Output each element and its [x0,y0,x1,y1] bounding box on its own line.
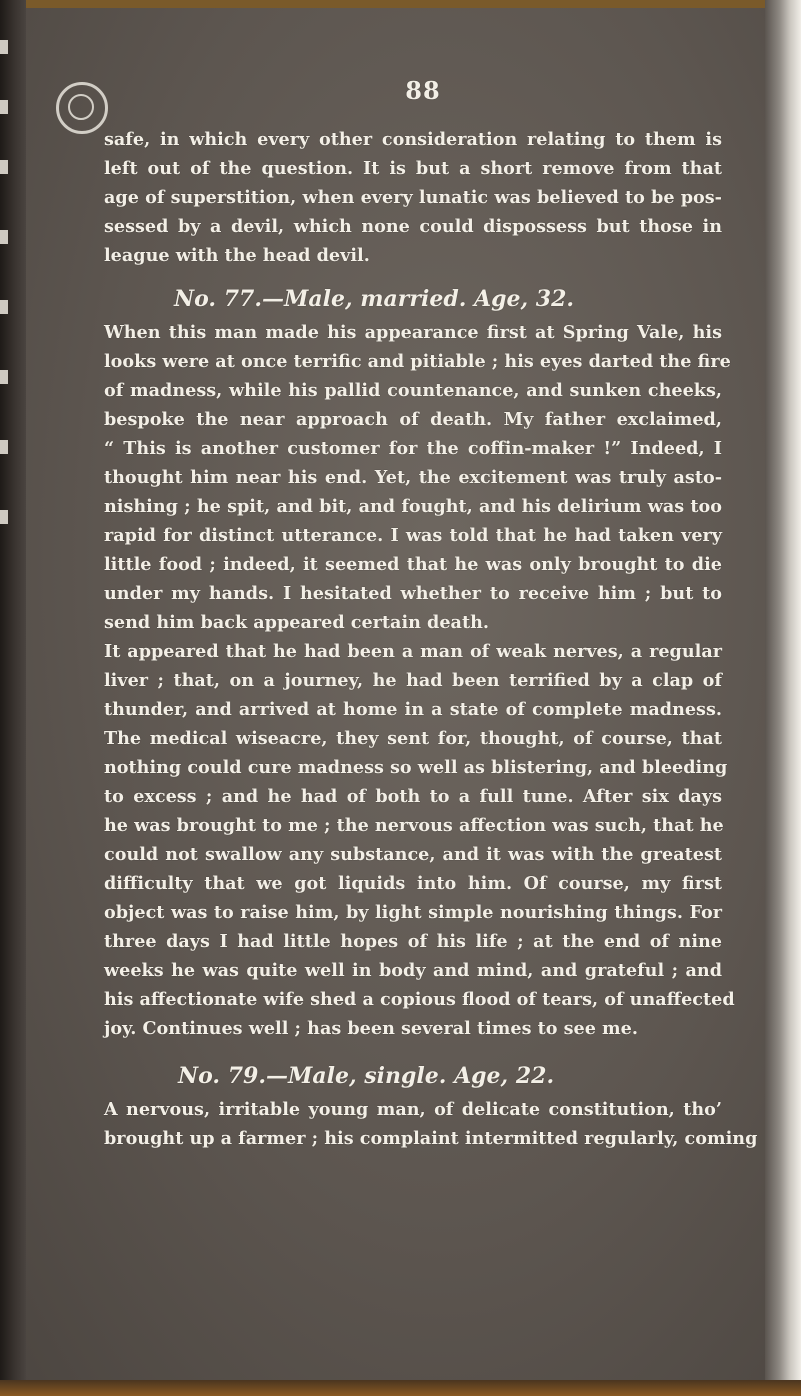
bottom-edge [0,1380,801,1396]
paragraph-intro [104,125,722,270]
text-line: left out of the question. It is but a short remove from that [104,158,722,179]
text-line: he was brought to me ; the nervous affection was such, that he [104,815,724,836]
edge-tab [0,300,8,314]
case-77-paragraph-2 [104,637,735,1043]
text-line: weeks he was quite well in body and mind, and grateful ; and [104,960,722,981]
text-line: three days I had little hopes of his life ; at the end of nine [104,931,722,952]
text-line: “ This is another customer for the coffin-maker !” Indeed, I [104,438,722,459]
page-number: 88 [405,76,441,105]
text-line: nishing ; he spit, and bit, and fought, and his delirium was too [104,496,722,517]
text-line: joy. Continues well ; has been several times to see me. [104,1018,638,1039]
text-line: league with the head devil. [104,245,370,266]
text-line: safe, in which every other consideration relating to them is [104,129,722,150]
text-line: brought up a farmer ; his complaint intermitted regularly, coming [104,1128,758,1149]
text-line: bespoke the near approach of death. My father exclaimed, [104,409,722,430]
text-line: difficulty that we got liquids into him. Of course, my first [104,873,722,894]
text-line: his affectionate wife shed a copious flood of tears, of unaffected [104,989,735,1010]
edge-tab [0,370,8,384]
edge-tab [0,40,8,54]
edge-tab [0,230,8,244]
edge-tab [0,510,8,524]
text-line: liver ; that, on a journey, he had been terrified by a clap of [104,670,722,691]
book-spine-edge [0,0,26,1396]
text-line: nothing could cure madness so well as blistering, and bleeding [104,757,728,778]
text-line: age of superstition, when every lunatic was believed to be pos- [104,187,722,208]
text-line: could not swallow any substance, and it was with the greatest [104,844,722,865]
text-line: A nervous, irritable young man, of delicate constitution, tho’ [104,1099,722,1120]
text-line: rapid for distinct utterance. I was told that he had taken very [104,525,722,546]
text-line: little food ; indeed, it seemed that he was only brought to die [104,554,722,575]
page-right-edge [765,0,801,1396]
library-stamp-icon [56,82,108,134]
case-77-paragraph-1 [104,318,731,637]
text-line: When this man made his appearance first at Spring Vale, his [104,322,722,343]
text-line: thunder, and arrived at home in a state of complete madness. [104,699,722,720]
edge-tab [0,440,8,454]
text-line: It appeared that he had been a man of weak nerves, a regular [104,641,722,662]
case-79-heading: No. 79.—Male, single. Age, 22. [178,1063,555,1089]
case-79-paragraph-1 [104,1095,758,1153]
text-line: sessed by a devil, which none could dispossess but those in [104,216,722,237]
text-line: of madness, while his pallid countenance, and sunken cheeks, [104,380,722,401]
edge-tab [0,100,8,114]
text-line: thought him near his end. Yet, the excitement was truly asto- [104,467,722,488]
text-line: send him back appeared certain death. [104,612,489,633]
edge-tab [0,160,8,174]
text-line: object was to raise him, by light simple nourishing things. For [104,902,722,923]
case-77-heading: No. 77.—Male, married. Age, 32. [174,286,575,312]
page-text [104,76,758,1153]
text-line: looks were at once terrific and pitiable ; his eyes darted the fire [104,351,731,372]
text-line: The medical wiseacre, they sent for, thought, of course, that [104,728,722,749]
text-line: to excess ; and he had of both to a full tune. After six days [104,786,722,807]
text-line: under my hands. I hesitated whether to receive him ; but to [104,583,722,604]
top-edge [0,0,801,8]
